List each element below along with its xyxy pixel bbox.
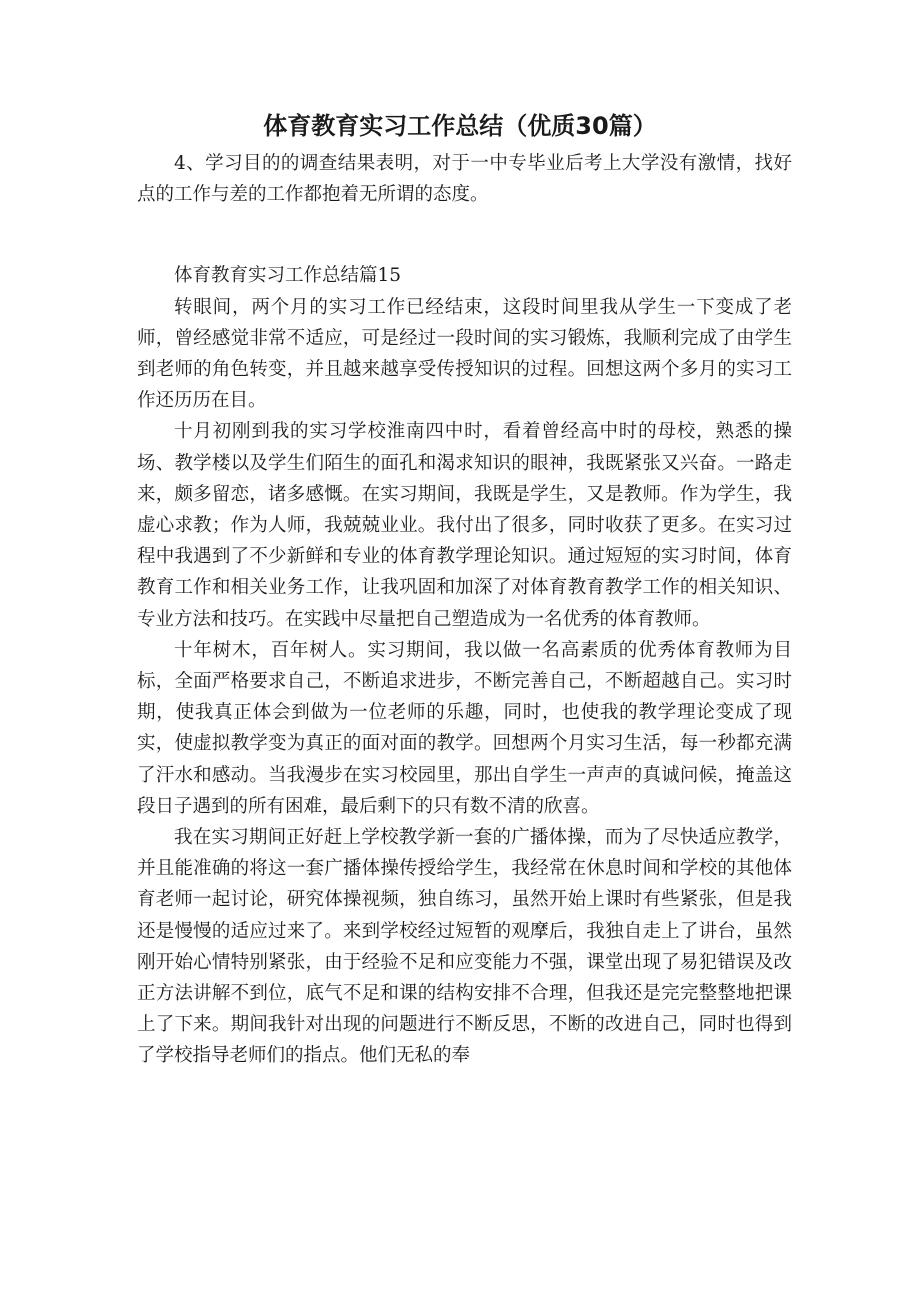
section-heading: 体育教育实习工作总结篇15: [174, 265, 402, 287]
document-body: [137, 148, 792, 1072]
body-paragraph-3: 十年树木，百年树人。实习期间，我以做一名高素质的优秀体育教师为目标，全面严格要求自己，不断追求进步，不断完善自己，不断超越自己。实习时期，使我真正体会到做为一位老师的乐趣，同时，也使我的教学理论变成了现实，使虚拟教学变为真正的面对面的教学。回想两个月实习生活，每一秒都充满了汗水和感动。当我漫步在实习校园里，那出自学生一声声的真诚问候，掩盖这段日子遇到的所有困难，最后剩下的只有数不清的欣喜。: [137, 639, 792, 817]
document-title: 体育教育实习工作总结（优质30篇）: [263, 112, 657, 140]
intro-paragraph: 4、学习目的的调查结果表明，对于一中专毕业后考上大学没有激情，找好点的工作与差的工作都抱着无所谓的态度。: [137, 153, 792, 206]
body-paragraph-2: 十月初刚到我的实习学校淮南四中时，看着曾经高中时的母校，熟悉的操场、教学楼以及学生们陌生的面孔和渴求知识的眼神，我既紧张又兴奋。一路走来，颇多留恋，诸多感慨。在实习期间，我既是学生，又是教师。作为学生，我虚心求教；作为人师，我兢兢业业。我付出了很多，同时收获了更多。在实习过程中我遇到了不少新鲜和专业的体育教学理论知识。通过短短的实习时间，体育教育工作和相关业务工作，让我巩固和加深了对体育教育教学工作的相关知识、专业方法和技巧。在实践中尽量把自己塑造成为一名优秀的体育教师。: [137, 421, 792, 630]
body-paragraph-1: 转眼间，两个月的实习工作已经结束，这段时间里我从学生一下变成了老师，曾经感觉非常不适应，可是经过一段时间的实习锻炼，我顺利完成了由学生到老师的角色转变，并且越来越享受传授知识的过程。回想这两个多月的实习工作还历历在目。: [137, 296, 792, 412]
paragraph-gap: [137, 210, 792, 260]
body-paragraph-4: 我在实习期间正好赶上学校教学新一套的广播体操，而为了尽快适应教学，并且能准确的将这一套广播体操传授给学生，我经常在休息时间和学校的其他体育老师一起讨论，研究体操视频，独自练习，虽然开始上课时有些紧张，但是我还是慢慢的适应过来了。来到学校经过短暂的观摩后，我独自走上了讲台，虽然刚开始心情特别紧张，由于经验不足和应变能力不强，课堂出现了易犯错误及改正方法讲解不到位，底气不足和课的结构安排不合理，但我还是完完整整地把课上了下来。期间我针对出现的问题进行不断反思，不断的改进自己，同时也得到了学校指导老师们的指点。他们无私的奉: [137, 827, 792, 1067]
